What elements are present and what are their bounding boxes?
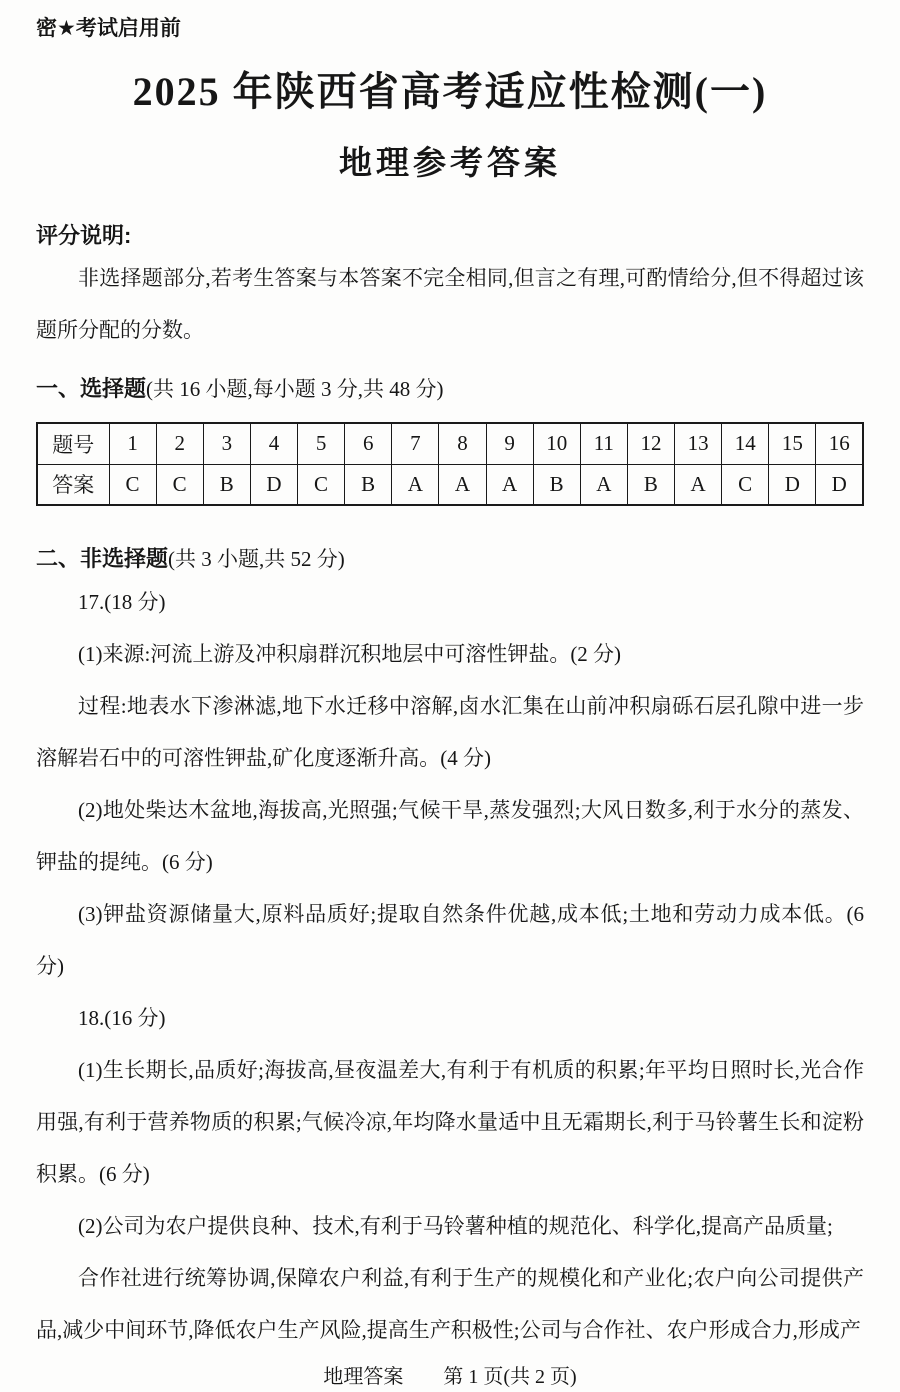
q18-title: 18.(16 分): [78, 1006, 166, 1030]
qnum-cell: 11: [580, 423, 627, 464]
answer-cell: A: [439, 464, 486, 505]
page-footer: 地理答案 第 1 页(共 2 页): [323, 1366, 577, 1388]
scoring-heading: 评分说明:: [36, 223, 132, 248]
answer-cell: D: [816, 464, 863, 505]
q17-answer-paragraph: (3)钾盐资源储量大,原料品质好;提取自然条件优越,成本低;土地和劳动力成本低。(6 分): [36, 902, 864, 978]
qnum-cell: 3: [203, 423, 250, 464]
q17-answer-paragraph: 过程:地表水下渗淋滤,地下水迁移中溶解,卤水汇集在山前冲积扇砾石层孔隙中进一步溶解岩石中的可溶性钾盐,矿化度逐渐升高。(4 分): [36, 694, 864, 770]
qnum-cell: 15: [769, 423, 816, 464]
answer-cell: D: [769, 464, 816, 505]
section-choice-title: 一、选择题: [36, 376, 147, 401]
q17-answer-paragraph: (1)来源:河流上游及冲积扇群沉积地层中可溶性钾盐。(2 分): [78, 642, 622, 666]
qnum-cell: 2: [156, 423, 203, 464]
row-label-qnum: 题号: [37, 423, 109, 464]
qnum-cell: 9: [486, 423, 533, 464]
q17-answer-paragraph: (2)地处柴达木盆地,海拔高,光照强;气候干旱,蒸发强烈;大风日数多,利于水分的蒸发、钾盐的提纯。(6 分): [36, 798, 864, 874]
q18-answer-paragraph: (2)公司为农户提供良种、技术,有利于马铃薯种植的规范化、科学化,提高产品质量;: [78, 1214, 833, 1238]
qnum-cell: 1: [109, 423, 156, 464]
q17-title: 17.(18 分): [78, 590, 166, 614]
qnum-cell: 8: [439, 423, 486, 464]
section-frq-heading: [36, 542, 864, 576]
answer-table: [36, 422, 864, 506]
answer-cell: C: [109, 464, 156, 505]
section-frq-note: (共 3 小题,共 52 分): [168, 547, 345, 571]
qnum-cell: 12: [627, 423, 674, 464]
qnum-cell: 6: [345, 423, 392, 464]
qnum-cell: 10: [533, 423, 580, 464]
page-subtitle: 地理参考答案: [339, 144, 561, 181]
page-title: 2025 年陕西省高考适应性检测(一): [132, 69, 768, 114]
section-frq-title: 二、非选择题: [36, 546, 169, 571]
qnum-cell: 7: [392, 423, 439, 464]
answer-cell: A: [675, 464, 722, 505]
answer-cell: A: [486, 464, 533, 505]
section-choice-heading: [36, 372, 864, 406]
answer-cell: B: [627, 464, 674, 505]
answer-row: [37, 464, 863, 505]
answer-cell: B: [203, 464, 250, 505]
confidential-stamp: 密★考试启用前: [36, 17, 181, 40]
qnum-cell: 14: [722, 423, 769, 464]
qnum-cell: 13: [675, 423, 722, 464]
q18-answer-paragraph: (1)生长期长,品质好;海拔高,昼夜温差大,有利于有机质的积累;年平均日照时长,光合作用强,有利于营养物质的积累;气候冷凉,年均降水量适中且无霜期长,利于马铃薯生长和淀粉积累。(6 分): [36, 1058, 864, 1186]
qnum-cell: 16: [816, 423, 863, 464]
qnum-cell: 5: [298, 423, 345, 464]
section-choice-note: (共 16 小题,每小题 3 分,共 48 分): [146, 377, 444, 401]
answer-cell: A: [392, 464, 439, 505]
answer-cell: C: [298, 464, 345, 505]
answer-cell: C: [156, 464, 203, 505]
qnum-cell: 4: [250, 423, 297, 464]
answer-cell: B: [345, 464, 392, 505]
answer-cell: A: [580, 464, 627, 505]
scoring-paragraph: 非选择题部分,若考生答案与本答案不完全相同,但言之有理,可酌情给分,但不得超过该题所分配的分数。: [36, 266, 864, 342]
question-number-row: [37, 423, 863, 464]
answer-cell: D: [250, 464, 297, 505]
answer-cell: C: [722, 464, 769, 505]
row-label-answer: 答案: [37, 464, 109, 505]
answer-cell: B: [533, 464, 580, 505]
q18-answer-paragraph: 合作社进行统筹协调,保障农户利益,有利于生产的规模化和产业化;农户向公司提供产品,减少中间环节,降低农户生产风险,提高生产积极性;公司与合作社、农户形成合力,形成产: [36, 1266, 864, 1342]
